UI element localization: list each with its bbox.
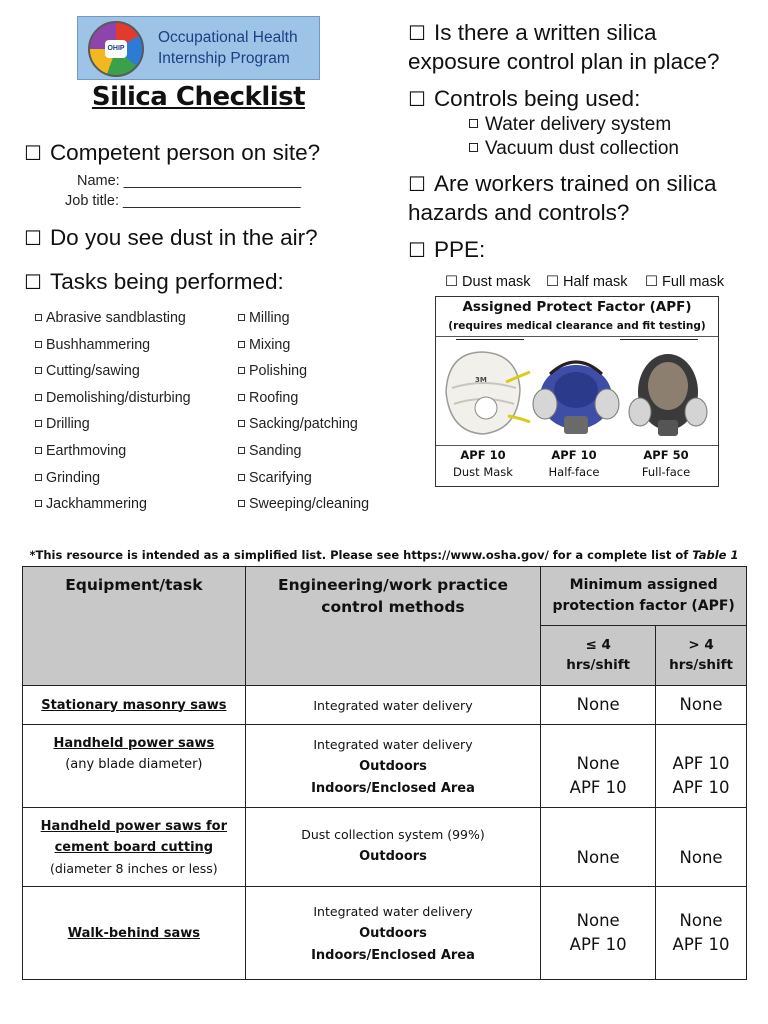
logo-text	[158, 27, 318, 69]
workers-trained-question-2: hazards and controls?	[408, 200, 630, 225]
checkbox-icon	[469, 119, 478, 128]
checkbox-icon	[469, 143, 478, 152]
respirator-images	[438, 342, 718, 442]
ppe-half-mask-option[interactable]: ☐ Half mask	[546, 274, 628, 290]
table-row	[23, 686, 747, 725]
task-item[interactable]: Sanding	[238, 442, 408, 469]
table-header-row	[23, 567, 747, 626]
silica-controls-table	[22, 566, 747, 980]
task-item[interactable]: Mixing	[238, 336, 408, 363]
apf-le4-cell: None	[541, 808, 656, 887]
ohip-badge-text: OHIP	[105, 40, 127, 58]
full-face-respirator-icon	[629, 354, 707, 436]
header-methods: Engineering/work practice control methods	[245, 567, 541, 686]
ohip-emblem-icon	[88, 21, 144, 77]
apf-subtitle: (requires medical clearance and fit testing)	[448, 320, 706, 332]
apf-gt4-cell: None APF 10	[656, 887, 747, 980]
checkbox-icon: ☐	[445, 274, 458, 290]
logo-line-1: Occupational Health	[158, 29, 298, 46]
header-le4: ≤ 4 hrs/shift	[541, 626, 656, 686]
svg-text:3M: 3M	[475, 376, 487, 384]
tasks-column-1	[35, 309, 235, 522]
checkbox-icon: ☐	[645, 274, 658, 290]
divider	[436, 336, 718, 337]
apf-le4-cell: None	[541, 686, 656, 725]
ppe-question: PPE:	[433, 237, 486, 262]
logo-line-2: Internship Program	[158, 50, 290, 67]
dust-mask-icon	[446, 352, 530, 434]
competent-person-question: Competent person on site?	[49, 140, 321, 165]
written-plan-checkbox[interactable]	[408, 18, 657, 48]
checkbox-icon	[238, 474, 245, 481]
ohip-logo	[77, 16, 320, 80]
checkbox-icon	[238, 420, 245, 427]
controls-used-checkbox[interactable]	[408, 84, 640, 114]
checkbox-icon: ☐	[546, 274, 559, 290]
task-item[interactable]: Scarifying	[238, 469, 408, 496]
divider	[620, 339, 698, 340]
apf-gt4-cell: None	[656, 686, 747, 725]
apf-le4-cell: None APF 10	[541, 887, 656, 980]
apf-dust-mask-label: APF 10 Dust Mask	[453, 448, 513, 479]
task-item[interactable]: Jackhammering	[35, 495, 235, 522]
control-vacuum-dust[interactable]: Vacuum dust collection	[469, 138, 679, 160]
workers-trained-question-1: Are workers trained on silica	[433, 171, 717, 196]
methods-cell: Integrated water delivery Outdoors Indoors/Enclosed Area	[245, 725, 541, 808]
page-title: Silica Checklist	[91, 82, 306, 112]
task-item[interactable]: Polishing	[238, 362, 408, 389]
workers-trained-checkbox[interactable]	[408, 169, 717, 199]
equipment-cell: Walk-behind saws	[23, 887, 246, 980]
apf-half-face-label: APF 10 Half-face	[548, 448, 600, 479]
checkbox-icon	[35, 420, 42, 427]
control-water-delivery[interactable]: Water delivery system	[469, 114, 671, 136]
task-item[interactable]: Milling	[238, 309, 408, 336]
ppe-full-mask-option[interactable]: ☐ Full mask	[645, 274, 725, 290]
apf-gt4-cell: APF 10 APF 10	[656, 725, 747, 808]
tasks-performed-question: Tasks being performed:	[49, 269, 284, 294]
checkbox-icon	[238, 367, 245, 374]
apf-box	[435, 296, 719, 487]
tasks-performed-checkbox[interactable]	[24, 267, 284, 297]
apf-full-face-label: APF 50 Full-face	[641, 448, 691, 479]
task-item[interactable]: Drilling	[35, 415, 235, 442]
checkbox-icon	[238, 447, 245, 454]
written-plan-question-2: exposure control plan in place?	[408, 49, 720, 74]
task-item[interactable]: Earthmoving	[35, 442, 235, 469]
divider	[436, 445, 718, 446]
checkbox-icon	[35, 500, 42, 507]
task-item[interactable]: Demolishing/disturbing	[35, 389, 235, 416]
written-plan-question-1: Is there a written silica	[433, 20, 657, 45]
methods-cell: Integrated water delivery	[245, 686, 541, 725]
checkbox-icon	[238, 314, 245, 321]
divider	[456, 339, 524, 340]
equipment-cell: Handheld power saws for cement board cutting (diameter 8 inches or less)	[23, 808, 246, 887]
checkbox-icon	[35, 341, 42, 348]
name-field[interactable]: Name: ______________________	[77, 173, 302, 189]
table-row	[23, 887, 747, 980]
task-item[interactable]: Sweeping/cleaning	[238, 495, 408, 522]
apf-le4-cell: None APF 10	[541, 725, 656, 808]
task-item[interactable]: Grinding	[35, 469, 235, 496]
dust-in-air-checkbox[interactable]	[24, 223, 318, 253]
header-min-apf: Minimum assigned protection factor (APF)	[541, 567, 747, 626]
task-item[interactable]: Bushhammering	[35, 336, 235, 363]
task-item[interactable]: Sacking/patching	[238, 415, 408, 442]
footnote: *This resource is intended as a simplified list. Please see https://www.osha.gov/ for a complete list of Table 1	[29, 548, 739, 562]
half-face-respirator-icon	[533, 362, 619, 434]
header-gt4: > 4 hrs/shift	[656, 626, 747, 686]
tasks-column-2	[238, 309, 408, 522]
equipment-cell: Handheld power saws (any blade diameter)	[23, 725, 246, 808]
checkbox-icon	[35, 447, 42, 454]
competent-person-checkbox[interactable]	[24, 138, 320, 168]
task-item[interactable]: Roofing	[238, 389, 408, 416]
checkbox-icon	[35, 314, 42, 321]
checkbox-icon	[35, 367, 42, 374]
methods-cell: Dust collection system (99%) Outdoors	[245, 808, 541, 887]
controls-used-question: Controls being used:	[433, 86, 641, 111]
dust-in-air-question: Do you see dust in the air?	[49, 225, 318, 250]
checkbox-icon	[238, 341, 245, 348]
checkbox-icon	[238, 394, 245, 401]
task-item[interactable]: Cutting/sawing	[35, 362, 235, 389]
checkbox-icon	[35, 394, 42, 401]
checkbox-icon	[238, 500, 245, 507]
equipment-cell: Stationary masonry saws	[23, 686, 246, 725]
table-row	[23, 808, 747, 887]
header-equipment: Equipment/task	[23, 567, 246, 686]
table-row	[23, 725, 747, 808]
ppe-dust-mask-option[interactable]: ☐ Dust mask	[445, 274, 531, 290]
checkbox-icon	[35, 474, 42, 481]
job-title-field[interactable]: Job title: ______________________	[65, 193, 301, 209]
apf-title: Assigned Protect Factor (APF)	[462, 299, 692, 315]
task-item[interactable]: Abrasive sandblasting	[35, 309, 235, 336]
methods-cell: Integrated water delivery Outdoors Indoors/Enclosed Area	[245, 887, 541, 980]
ppe-checkbox[interactable]	[408, 235, 485, 265]
apf-gt4-cell: None	[656, 808, 747, 887]
